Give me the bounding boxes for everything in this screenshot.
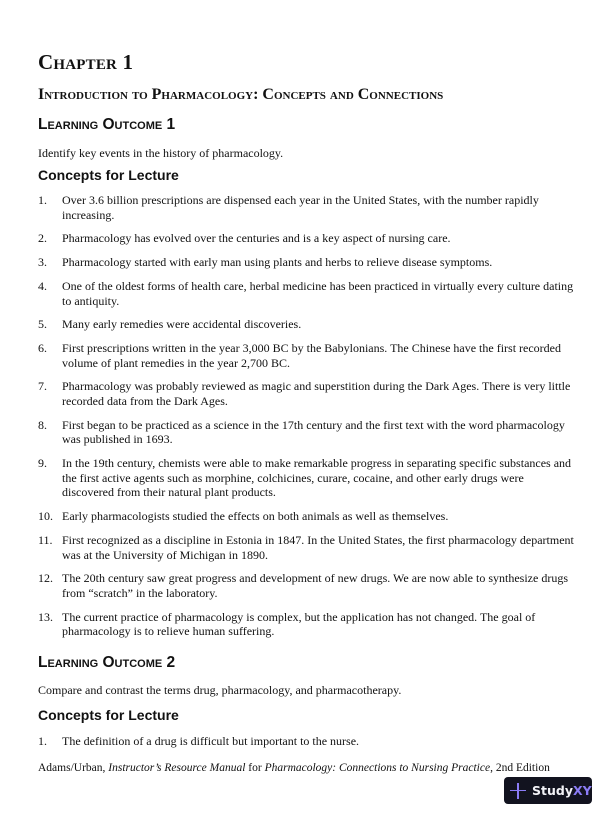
list-item-number: 9. <box>38 456 47 471</box>
list-item-number: 3. <box>38 255 47 270</box>
list-item-number: 1. <box>38 193 47 207</box>
list-item-number: 10. <box>38 509 53 524</box>
concepts-list-1 <box>38 193 578 648</box>
list-item-number: 6. <box>38 341 47 356</box>
list-item <box>38 571 578 600</box>
list-item-text: The current practice of pharmacology is complex, but the application has not changed. The goal of pharmacology is to relieve human suffering. <box>62 609 536 639</box>
footer-book-title: Pharmacology: Connections to Nursing Practice <box>264 762 491 774</box>
list-item-text: Pharmacology has evolved over the centuries and is a key aspect of nursing care. <box>62 231 451 246</box>
list-item-number: 5. <box>38 317 47 332</box>
list-item-number: 2. <box>38 231 47 246</box>
list-item-text: One of the oldest forms of health care, herbal medicine has been practiced in virtually every culture dating to antiquity. <box>62 278 574 308</box>
list-item <box>38 231 578 246</box>
list-item-text: First began to be practiced as a science in the 17th century and the first text with the word pharmacology was published in 1693. <box>62 417 565 447</box>
list-item-text: First recognized as a discipline in Estonia in 1847. In the United States, the first pharmacology department was at the University of Michigan in 1890. <box>62 532 574 562</box>
plus-icon <box>510 783 526 799</box>
list-item-number: 7. <box>38 379 47 394</box>
footer-edition: , 2nd Edition <box>490 762 550 774</box>
list-item <box>38 610 578 639</box>
learning-outcome-2-objective: Compare and contrast the terms drug, pharmacology, and pharmacotherapy. <box>38 683 402 697</box>
studyxy-badge[interactable] <box>504 777 592 804</box>
list-item-text: The 20th century saw great progress and development of new drugs. We are now able to synthesize drugs from “scratch” in the laboratory. <box>62 571 568 600</box>
list-item-text: First prescriptions written in the year 3,000 BC by the Babylonians. The Chinese have the first recorded volume of plant remedies in the year 2,700 BC. <box>62 341 562 370</box>
brand-main: Study <box>532 783 573 798</box>
list-item <box>38 317 578 332</box>
list-item-number: 1. <box>38 734 47 748</box>
list-item <box>38 734 578 749</box>
list-item <box>38 418 578 447</box>
learning-outcome-1-objective: Identify key events in the history of pharmacology. <box>38 146 284 160</box>
concepts-list-2 <box>38 734 578 758</box>
concepts-heading-2: Concepts for Lecture <box>38 707 179 723</box>
list-item-text: The definition of a drug is difficult but important to the nurse. <box>62 734 360 748</box>
page-footer <box>38 762 550 774</box>
list-item-text: Pharmacology was probably reviewed as magic and superstition during the Dark Ages. There is very little recorded data from the Dark Ages. <box>62 379 571 409</box>
list-item-number: 12. <box>38 571 53 586</box>
footer-for: for <box>245 762 265 774</box>
list-item-number: 4. <box>38 278 47 293</box>
learning-outcome-2-heading: Learning Outcome 2 <box>38 654 176 671</box>
brand-accent: XY <box>572 783 592 798</box>
list-item-number: 11. <box>38 532 53 547</box>
list-item <box>38 193 578 222</box>
list-item <box>38 255 578 270</box>
chapter-subtitle: Introduction to Pharmacology: Concepts and Connections <box>38 86 444 103</box>
list-item-text: In the 19th century, chemists were able to make remarkable progress in separating specific substances and the first active agents such as morphine, colchicines, curare, cocaine, and other early drugs were discovered from their natural plant products. <box>62 456 572 500</box>
list-item-text: Early pharmacologists studied the effects on both animals as well as themselves. <box>62 509 449 524</box>
list-item-text: Over 3.6 billion prescriptions are dispensed each year in the United States, with the number rapidly increasing. <box>62 193 539 222</box>
chapter-title: Chapter 1 <box>38 50 134 74</box>
list-item-number: 8. <box>38 417 47 432</box>
concepts-heading-1: Concepts for Lecture <box>38 167 179 183</box>
list-item <box>38 533 578 562</box>
footer-authors: Adams/Urban, <box>38 762 109 774</box>
list-item <box>38 509 578 524</box>
footer-manual-title: Instructor’s Resource Manual <box>108 762 246 774</box>
list-item <box>38 341 578 370</box>
brand-name <box>532 783 592 798</box>
list-item <box>38 379 578 408</box>
list-item-text: Pharmacology started with early man using plants and herbs to relieve disease symptoms. <box>62 255 493 270</box>
list-item <box>38 279 578 308</box>
learning-outcome-1-heading: Learning Outcome 1 <box>38 116 176 133</box>
list-item <box>38 456 578 500</box>
list-item-text: Many early remedies were accidental discoveries. <box>62 317 302 332</box>
list-item-number: 13. <box>38 609 53 624</box>
